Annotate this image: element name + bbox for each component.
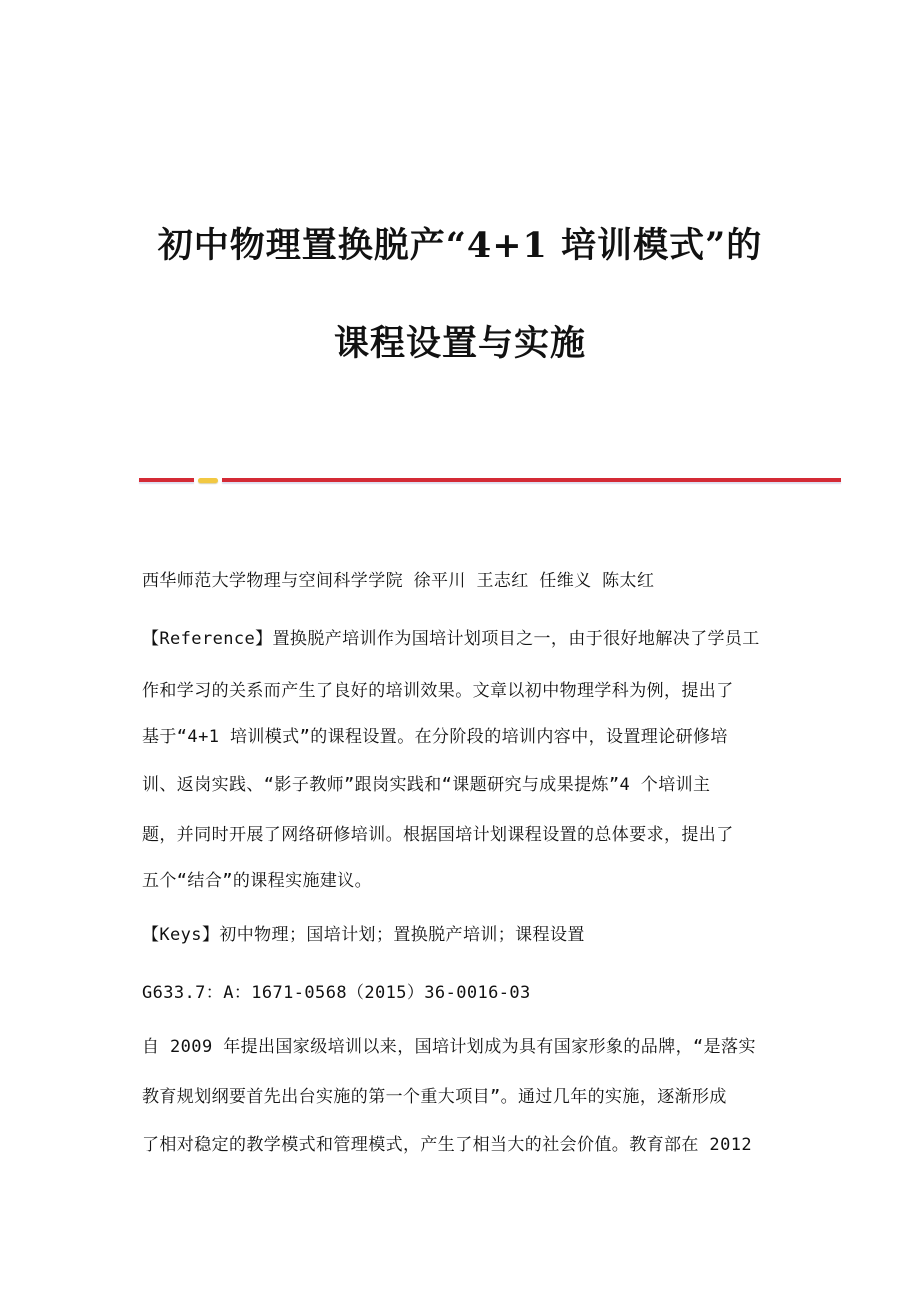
author-affiliation: 西华师范大学物理与空间科学学院 徐平川 王志红 任维义 陈太红 [142,571,655,591]
abstract-line: 题，并同时开展了网络研修培训。根据国培计划课程设置的总体要求，提出了 [142,825,734,845]
body-paragraph-line: 教育规划纲要首先出台实施的第一个重大项目”。通过几年的实施，逐渐形成 [142,1087,727,1107]
body-paragraph-line: 自 2009 年提出国家级培训以来，国培计划成为具有国家形象的品牌，“是落实 [142,1037,756,1057]
title-divider [139,478,841,483]
divider-line-left [139,478,194,482]
body-paragraph-line: 了相对稳定的教学模式和管理模式，产生了相当大的社会价值。教育部在 2012 [142,1135,752,1155]
classification-line: G633.7：A：1671-0568（2015）36-0016-03 [142,983,531,1003]
abstract-line: 基于“4+1 培训模式”的课程设置。在分阶段的培训内容中，设置理论研修培 [142,727,728,747]
divider-line-right [222,478,841,482]
abstract-line: 作和学习的关系而产生了良好的培训效果。文章以初中物理学科为例，提出了 [142,681,734,701]
abstract-line: 【Reference】置换脱产培训作为国培计划项目之一，由于很好地解决了学员工 [142,629,760,649]
document-title-line-2: 课程设置与实施 [333,323,586,364]
divider-ornament-icon [198,478,218,483]
abstract-line: 训、返岗实践、“影子教师”跟岗实践和“课题研究与成果提炼”4 个培训主 [142,775,711,795]
keywords-line: 【Keys】初中物理；国培计划；置换脱产培训；课程设置 [142,925,585,945]
document-title-line-1: 初中物理置换脱产“4+1 培训模式”的 [157,225,763,266]
abstract-line: 五个“结合”的课程实施建议。 [142,871,373,891]
